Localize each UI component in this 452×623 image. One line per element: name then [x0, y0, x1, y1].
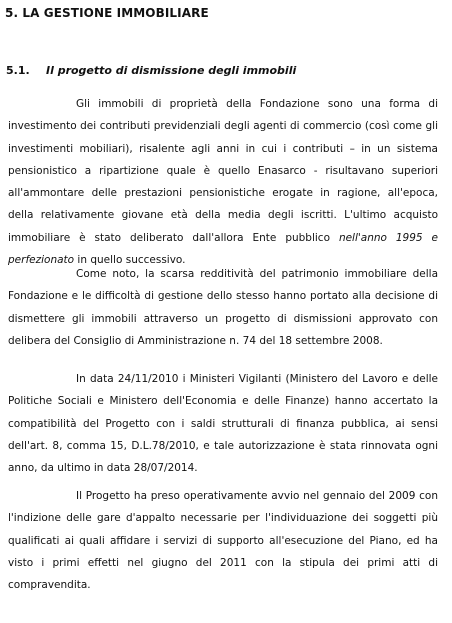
paragraph-text: Il Progetto ha preso operativamente avvio nel gennaio del 2009 con l'indizione delle gare d'appalto necessarie per l'individuazione dei soggetti più qualificati ai quali affidare i servizi di supporto all'esecuzione del Piano, ed ha visto i primi effetti nel giugno del 2011 con la stipula dei primi atti di compravendita.	[8, 490, 438, 592]
paragraph-ministry-approval	[8, 368, 438, 479]
paragraph-text: In data 24/11/2010 i Ministeri Vigilanti (Ministero del Lavoro e delle Politiche Sociali e Ministero dell'Economia e delle Finanze) hanno accertato la compatibilità del Progetto con i saldi strutturali di finanza pubblica, ai sensi dell'art. 8, comma 15, D.L.78/2010, e tale autorizzazione è stata rinnovata ogni anno, da ultimo in data 28/07/2014.	[8, 373, 438, 475]
paragraph-divestment-decision	[8, 263, 438, 352]
section-number: 5.	[5, 6, 19, 20]
paragraph-project-start	[8, 485, 438, 596]
subsection-number: 5.1.	[6, 64, 30, 77]
subsection-title: Il progetto di dismissione degli immobili	[46, 64, 297, 77]
paragraph-text: Come noto, la scarsa redditività del patrimonio immobiliare della Fondazione e le difficoltà di gestione dello stesso hanno portato alla decisione di dismettere gli immobili attraverso un progetto di dismissioni approvato con delibera del Consiglio di Amministrazione n. 74 del 18 settembre 2008.	[8, 268, 438, 347]
paragraph-italic-text: nell'anno 1995 e perfezionato	[8, 231, 438, 267]
paragraph-text-part: in quello successivo.	[74, 254, 186, 267]
subsection-heading	[6, 64, 296, 77]
section-heading	[5, 6, 209, 20]
section-title: LA GESTIONE IMMOBILIARE	[22, 6, 209, 20]
paragraph-property-investment	[8, 93, 438, 271]
paragraph-text-part: Gli immobili di proprietà della Fondazione sono una forma di investimento dei contributi previdenziali degli agenti di commercio (così come gli investimenti mobiliari), risalente agli anni in cui i contributi – in un sistema pensionistico a ripartizione quale è quello Enasarco - risultavano superiori all'ammontare delle prestazioni pensionistiche erogate in ragione, all'epoca, della relativamente giovane età della media degli iscritti. L'ultimo acquisto immobiliare è stato deliberato dall'allora Ente pubblico	[8, 98, 438, 244]
